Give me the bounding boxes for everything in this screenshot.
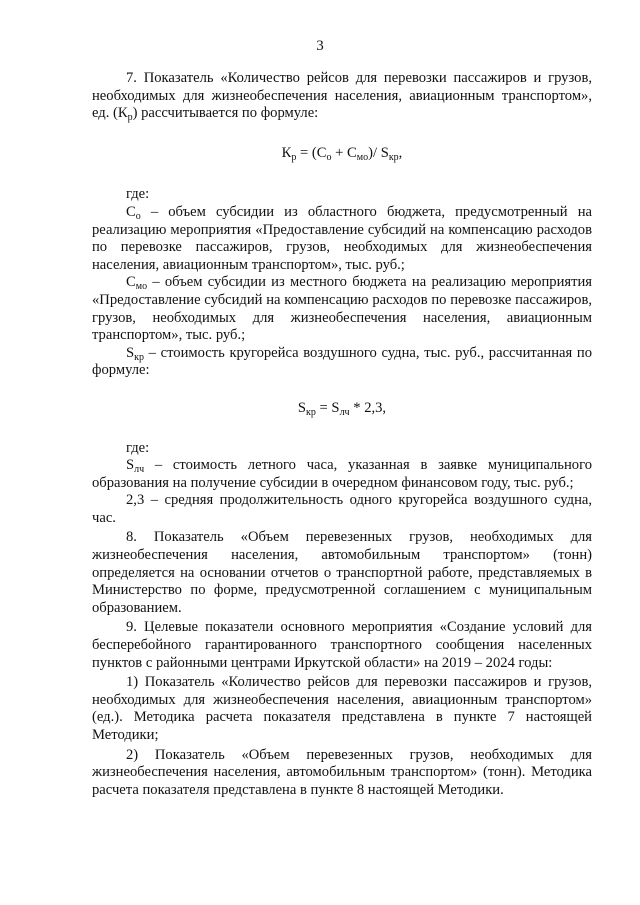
definition-co: $С_о$ – объем субсидии из областного бюджета, предусмотренный на реализацию мероприятия «Предоставление субсидий на компенсацию расходов по перевозке пассажиров, грузов, необходимых для жизнеобеспечения населения, авиационным транспортом», тыс. руб.; — [92, 203, 592, 273]
paragraph-9: 9. Целевые показатели основного мероприятия «Создание условий для бесперебойного гарантированного транспортного сообщения населенных пунктов с районными центрами Иркутской области» на 2019 – 2024 годы: — [92, 619, 592, 671]
definition-cmo: $С_{мо}$ – объем субсидии из местного бюджета на реализацию мероприятия «Предоставление субсидий на компенсацию расходов по перевозке пассажиров, грузов, необходимых для жизнеобеспечения населения, авиационным транспортом», тыс. руб.; — [92, 274, 592, 344]
where-label-1: где: — [126, 186, 150, 203]
formula-skr: $S_{кр} = S_{лч} * 2,3$, — [297, 399, 387, 418]
document-body — [92, 70, 592, 799]
paragraph-7: 7. Показатель «Количество рейсов для перевозки пассажиров и грузов, необходимых для жизнеобеспечения населения, авиационным транспортом», ед. $(К_р)$ рассчитывается по формуле: — [92, 70, 592, 124]
formula-kr: $К_р = (С_о + С_{мо})/$ $S_{кр}$, — [281, 144, 403, 163]
list-item-1: 1) Показатель «Количество рейсов для перевозки пассажиров и грузов, необходимых для жизнеобеспечения населения, авиационным транспортом» (ед.). Методика расчета показателя представлена в пункте 7 настоящей Методики; — [92, 674, 592, 743]
definition-skr: $S_{кр}$ – стоимость кругорейса воздушного судна, тыс. руб., рассчитанная по формуле: — [92, 344, 592, 379]
where-label-2: где: — [126, 439, 150, 456]
definition-slch: $S_{лч}$ – стоимость летного часа, указанная в заявке муниципального образования на получение субсидии в очередном финансовом году, тыс. руб.; — [92, 457, 592, 491]
definition-2-3: 2,3 – средняя продолжительность одного кругорейса воздушного судна, час. — [92, 492, 592, 526]
page-number: 3 — [316, 38, 324, 54]
paragraph-8: 8. Показатель «Объем перевезенных грузов, необходимых для жизнеобеспечения населения, автомобильным транспортом» (тонн) определяется на основании отчетов о транспортной работе, представляемых в Министерство по форме, предусмотренной соглашением с муниципальным образованием. — [92, 529, 592, 616]
list-item-2: 2) Показатель «Объем перевезенных грузов, необходимых для жизнеобеспечения населения, автомобильным транспортом» (тонн). Методика расчета показателя представлена в пункте 8 настоящей Методики. — [92, 746, 592, 798]
